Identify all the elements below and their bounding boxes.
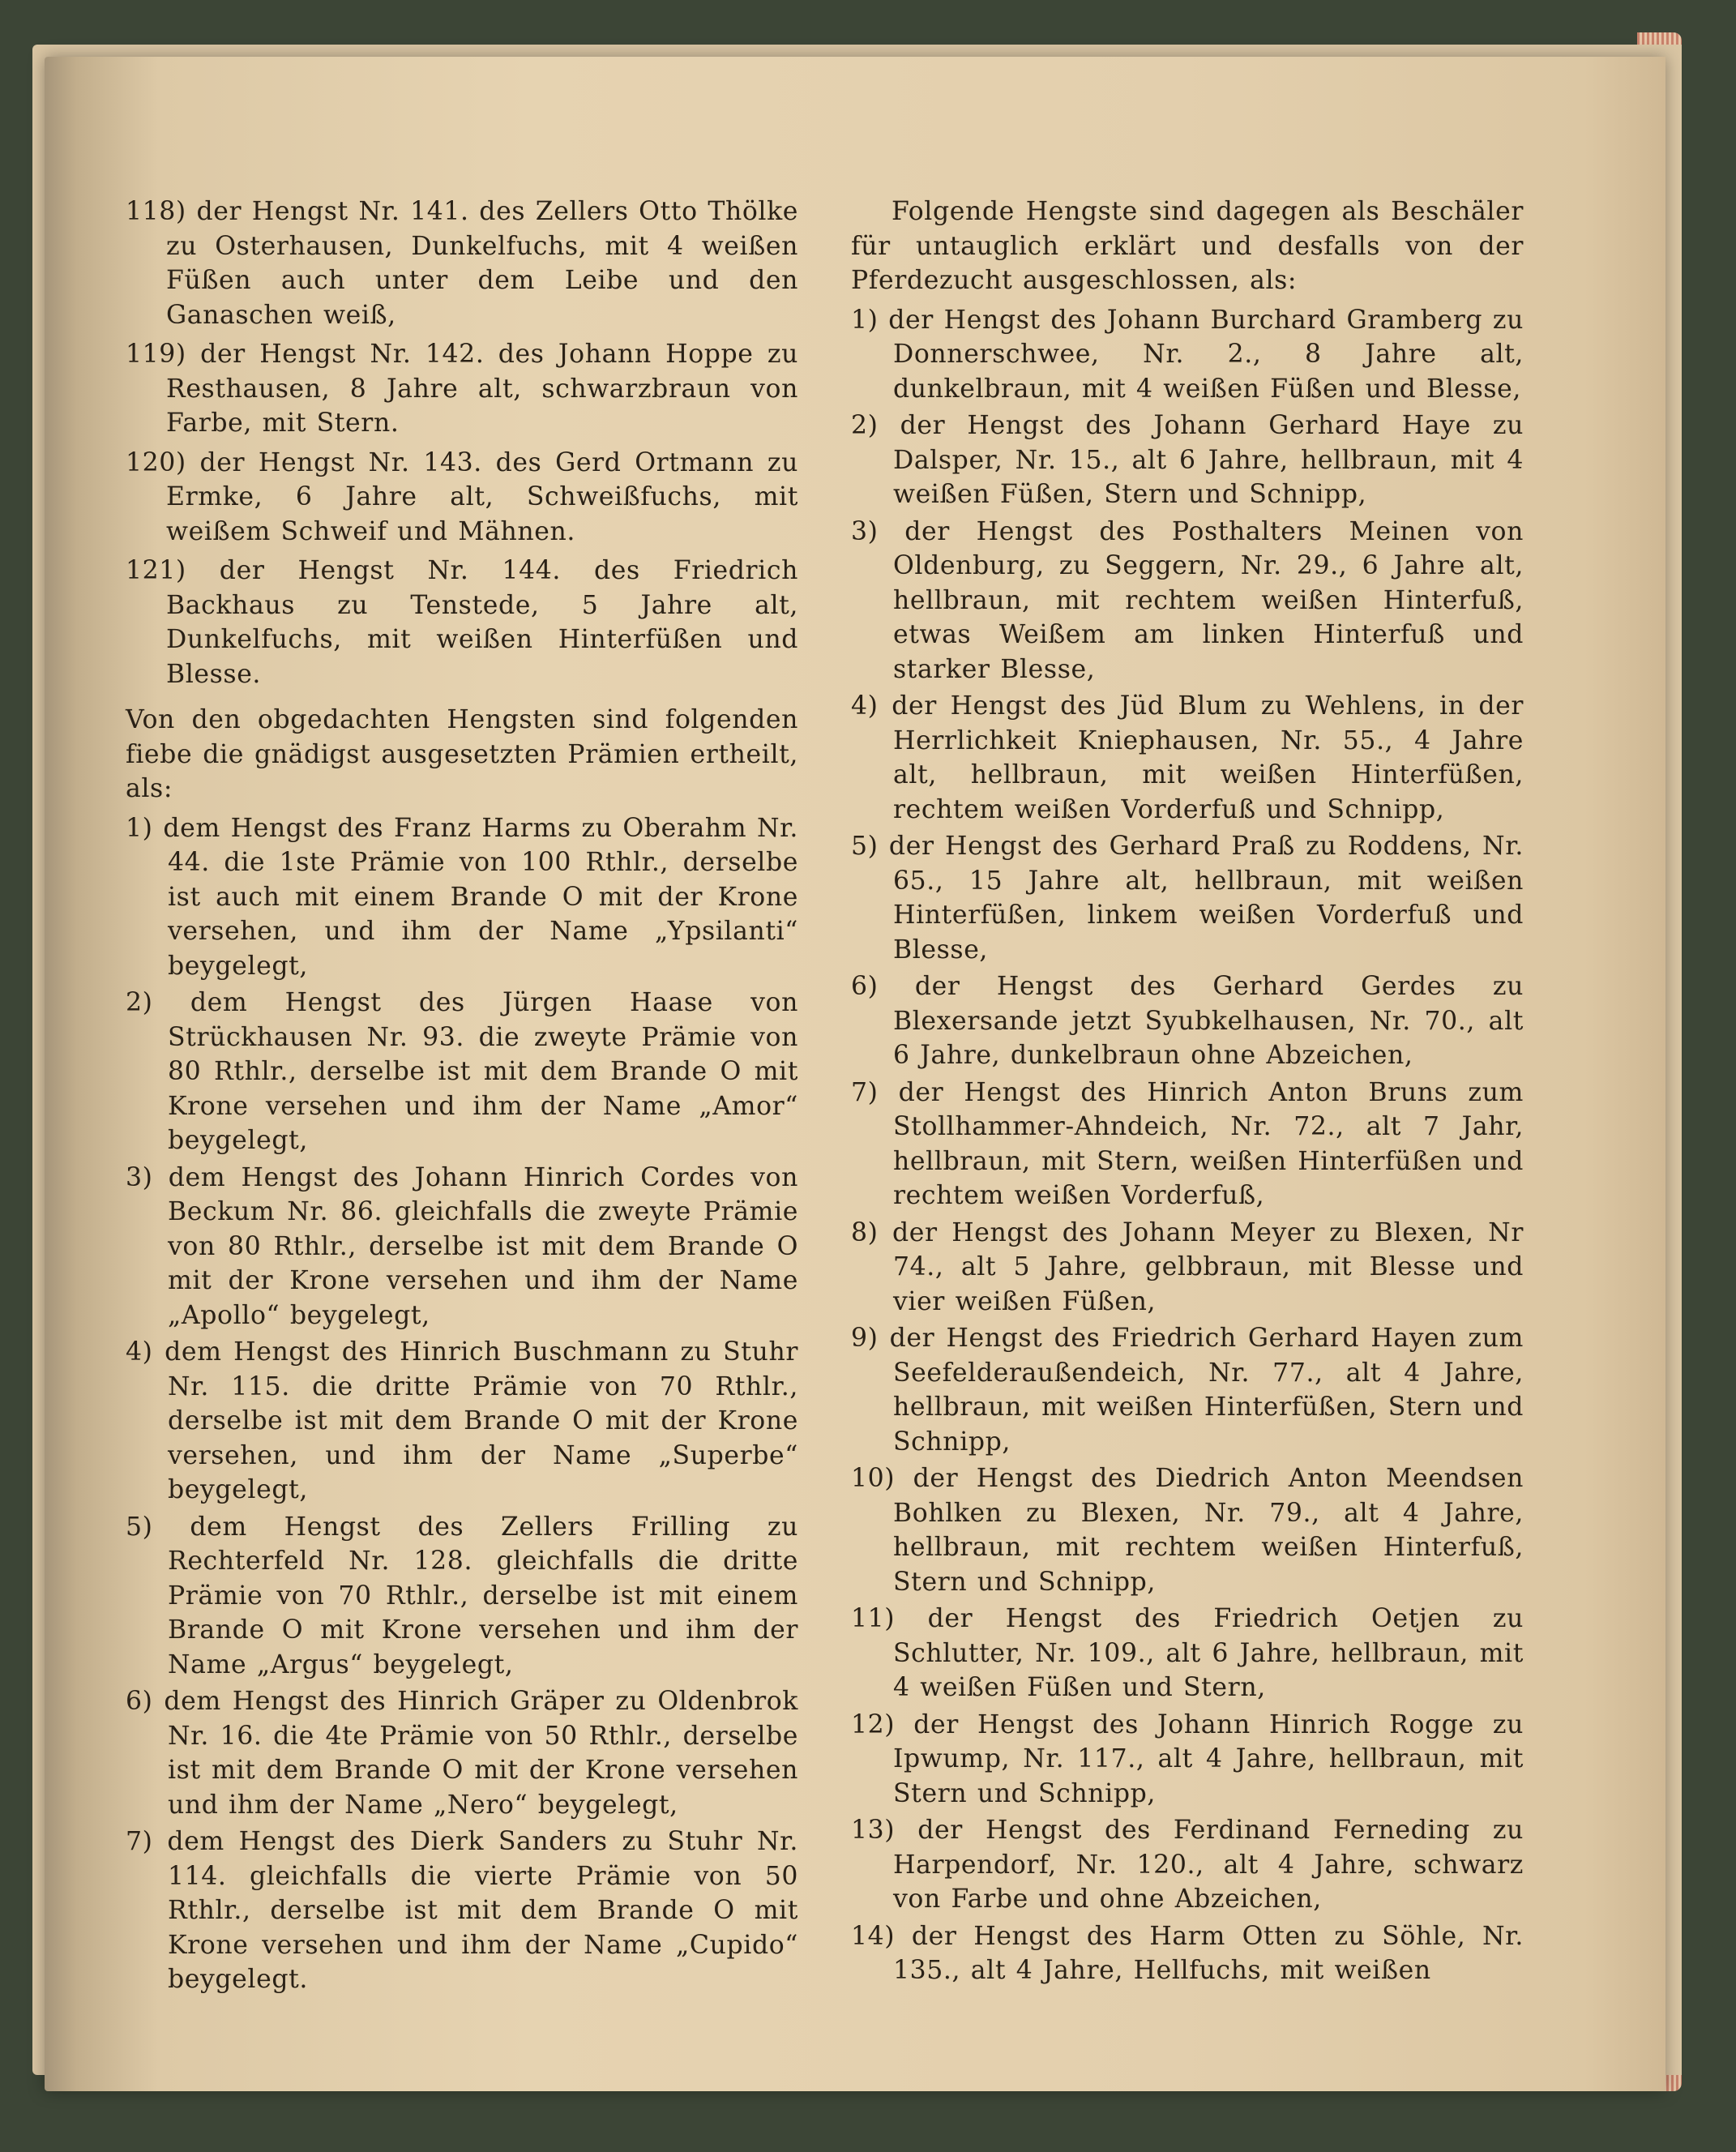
premium-entry-6: 6) dem Hengst des Hinrich Gräper zu Oldenbrok Nr. 16. die 4te Prämie von 50 Rthlr., derselbe ist mit dem Brande O mit der Krone versehen und ihm der Name „Nero“ beygelegt, [126,1687,798,1820]
premium-entry-7: 7) dem Hengst des Dierk Sanders zu Stuhr Nr. 114. gleichfalls die vierte Prämie von 50 Rthlr., derselbe ist mit dem Brande O mit Krone versehen und ihm der Name „Cupido“ beygelegt. [126,1827,798,1994]
rejected-entry-1: 1) der Hengst des Johann Burchard Gramberg zu Donnerschwee, Nr. 2., 8 Jahre alt, dunkelbraun, mit 4 weißen Füßen und Blesse, [851,305,1524,404]
stallion-entry-119: 119) der Hengst Nr. 142. des Johann Hoppe zu Resthausen, 8 Jahre alt, schwarzbraun von Farbe, mit Stern. [126,340,798,438]
rejected-entry-4: 4) der Hengst des Jüd Blum zu Wehlens, in der Herrlichkeit Kniephausen, Nr. 55., 4 Jahre alt, hellbraun, mit weißen Hinterfüßen, rechtem weißen Vorderfuß und Schnipp, [851,691,1524,824]
rejected-entry-8: 8) der Hengst des Johann Meyer zu Blexen, Nr 74., alt 5 Jahre, gelbbraun, mit Blesse und vier weißen Füßen, [851,1217,1524,1316]
premium-entry-2: 2) dem Hengst des Jürgen Haase von Strückhausen Nr. 93. die zweyte Prämie von 80 Rthlr., derselbe ist mit dem Brande O mit Krone versehen und ihm der Name „Amor“ beygelegt, [126,988,798,1155]
rejected-intro: Folgende Hengste sind dagegen als Beschäler für untauglich erklärt und desfalls von der Pferdezucht ausgeschlossen, als: [851,197,1524,295]
rejected-entry-11: 11) der Hengst des Friedrich Oetjen zu Schlutter, Nr. 109., alt 6 Jahre, hellbraun, mit 4 weißen Füßen und Stern, [851,1604,1524,1702]
rejected-entry-2: 2) der Hengst des Johann Gerhard Haye zu Dalsper, Nr. 15., alt 6 Jahre, hellbraun, mit 4 weißen Füßen, Stern und Schnipp, [851,411,1524,509]
left-column [126,195,798,2000]
rejected-entry-12: 12) der Hengst des Johann Hinrich Rogge zu Ipwump, Nr. 117., alt 4 Jahre, hellbraun, mit Stern und Schnipp, [851,1709,1524,1808]
premium-entry-4: 4) dem Hengst des Hinrich Buschmann zu Stuhr Nr. 115. die dritte Prämie von 70 Rthlr., derselbe ist mit dem Brande O mit der Krone versehen, und ihm der Name „Superbe“ beygelegt, [126,1337,798,1504]
rejected-entry-6: 6) der Hengst des Gerhard Gerdes zu Blexersande jetzt Syubkelhausen, Nr. 70., alt 6 Jahre, dunkelbraun ohne Abzeichen, [851,972,1524,1070]
stallion-entry-120: 120) der Hengst Nr. 143. des Gerd Ortmann zu Ermke, 6 Jahre alt, Schweißfuchs, mit weißem Schweif und Mähnen. [126,447,798,546]
book-page [45,57,1665,2091]
premium-entry-3: 3) dem Hengst des Johann Hinrich Cordes von Beckum Nr. 86. gleichfalls die zweyte Prämie von 80 Rthlr., derselbe ist mit dem Brande O mit der Krone versehen und ihm der Name „Apollo“ beygelegt, [126,1162,798,1330]
stallion-entry-118: 118) der Hengst Nr. 141. des Zellers Otto Thölke zu Osterhausen, Dunkelfuchs, mit 4 weißen Füßen auch unter dem Leibe und den Ganaschen weiß, [126,197,798,330]
rejected-entry-5: 5) der Hengst des Gerhard Praß zu Roddens, Nr. 65., 15 Jahre alt, hellbraun, mit weißen Hinterfüßen, linkem weißen Vorderfuß und Blesse, [851,832,1524,965]
premium-entry-1: 1) dem Hengst des Franz Harms zu Oberahm Nr. 44. die 1ste Prämie von 100 Rthlr., derselbe ist auch mit einem Brande O mit der Krone versehen, und ihm der Name „Ypsilanti“ beygelegt, [126,813,798,981]
premium-entry-5: 5) dem Hengst des Zellers Frilling zu Rechterfeld Nr. 128. gleichfalls die dritte Prämie von 70 Rthlr., derselbe ist mit einem Brande O mit Krone versehen und ihm der Name „Argus“ beygelegt, [126,1512,798,1679]
stallion-entry-121: 121) der Hengst Nr. 144. des Friedrich Backhaus zu Tenstede, 5 Jahre alt, Dunkelfuchs, mit weißen Hinterfüßen und Blesse. [126,556,798,689]
premiums-intro: Von den obgedachten Hengsten sind folgenden fiebe die gnädigst ausgesetzten Prämien ertheilt, als: [126,705,798,803]
rejected-entry-3: 3) der Hengst des Posthalters Meinen von Oldenburg, zu Seggern, Nr. 29., 6 Jahre alt, hellbraun, mit rechtem weißen Hinterfuß, etwas Weißem am linken Hinterfuß und starker Blesse, [851,516,1524,684]
right-column [851,195,1524,1991]
rejected-entry-7: 7) der Hengst des Hinrich Anton Bruns zum Stollhammer-Ahndeich, Nr. 72., alt 7 Jahr, hellbraun, mit Stern, weißen Hinterfüßen und rechtem weißen Vorderfuß, [851,1077,1524,1210]
rejected-entry-14: 14) der Hengst des Harm Otten zu Söhle, Nr. 135., alt 4 Jahre, Hellfuchs, mit weißen [851,1921,1524,1985]
rejected-entry-13: 13) der Hengst des Ferdinand Ferneding zu Harpendorf, Nr. 120., alt 4 Jahre, schwarz von Farbe und ohne Abzeichen, [851,1816,1524,1914]
rejected-entry-9: 9) der Hengst des Friedrich Gerhard Hayen zum Seefelderaußendeich, Nr. 77., alt 4 Jahre, hellbraun, mit weißen Hinterfüßen, Stern und Schnipp, [851,1324,1524,1457]
rejected-entry-10: 10) der Hengst des Diedrich Anton Meendsen Bohlken zu Blexen, Nr. 79., alt 4 Jahre, hellbraun, mit rechtem weißen Hinterfuß, Stern und Schnipp, [851,1464,1524,1597]
